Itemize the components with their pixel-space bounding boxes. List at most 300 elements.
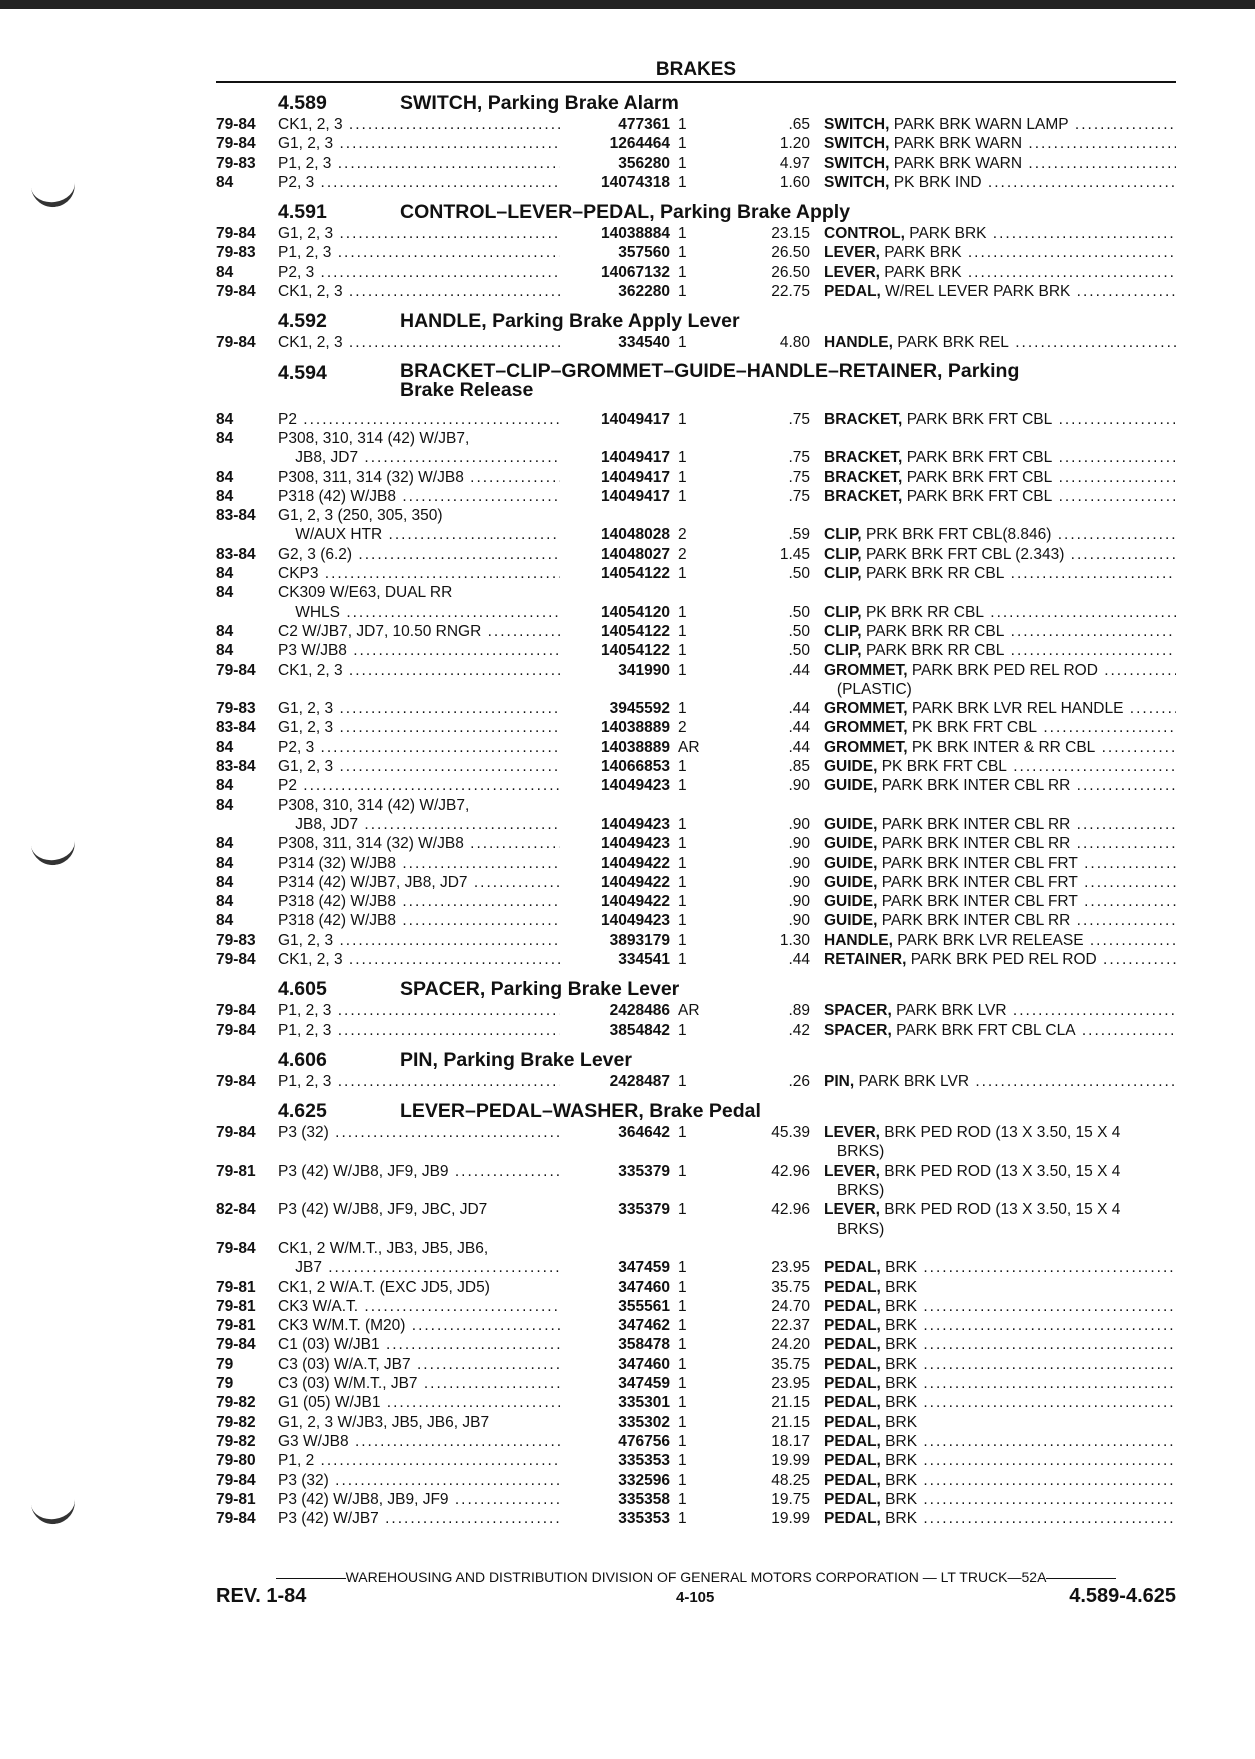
section-title <box>400 1100 1176 1123</box>
model-year: 84 <box>216 854 234 872</box>
model-year: 79-81 <box>216 1278 256 1296</box>
model-code: P318 (42) W/JB8 ..... <box>278 911 560 930</box>
part-description <box>810 545 1176 564</box>
quantity: 1 <box>678 931 687 949</box>
model-code: CK1, 2 W/M.T., JB3, JB5, JB6, <box>278 1239 489 1257</box>
part-detail: PARK BRK LVR ..... <box>858 1073 1176 1090</box>
price: .89 <box>788 1002 810 1020</box>
part-number: 14049423 <box>560 776 670 795</box>
footer-division-text: WAREHOUSING AND DISTRIBUTION DIVISION OF GENERAL MOTORS CORPORATION — LT TRUCK—52A <box>345 1569 1047 1585</box>
part-name: LEVER, <box>824 244 880 262</box>
quantity: 2 <box>678 526 687 544</box>
part-description <box>810 1432 1176 1451</box>
part-number: 14038889 <box>560 738 670 757</box>
price: 1.60 <box>779 173 810 191</box>
model-code: CK309 W/E63, DUAL RR <box>278 584 453 602</box>
quantity: 1 <box>678 603 687 621</box>
part-detail: PARK BRK ..... <box>884 264 1176 281</box>
part-name: PEDAL, <box>824 1490 881 1508</box>
part-number: 332596 <box>560 1471 670 1490</box>
model-year: 79-84 <box>216 661 256 679</box>
part-name: PEDAL, <box>824 1375 881 1393</box>
quantity: 1 <box>678 487 687 505</box>
part-row <box>216 1239 1176 1258</box>
part-description <box>810 1181 1176 1200</box>
part-number: 14049423 <box>560 815 670 834</box>
part-name: PEDAL, <box>824 1432 881 1450</box>
quantity: 1 <box>678 225 687 243</box>
part-description <box>810 738 1176 757</box>
price: 4.97 <box>779 154 810 172</box>
part-row <box>216 263 1176 282</box>
model-year: 79-84 <box>216 116 256 133</box>
part-name: GUIDE, <box>824 758 878 776</box>
part-name: PEDAL, <box>824 1278 881 1296</box>
part-detail: PARK BRK FRT CBL ..... <box>907 469 1176 486</box>
quantity: 1 <box>678 1452 687 1470</box>
part-row <box>216 1142 1176 1161</box>
price: 23.95 <box>771 1375 810 1393</box>
price: .90 <box>788 835 810 853</box>
part-description <box>810 410 1176 429</box>
model-year: 84 <box>216 835 234 853</box>
model-year: 79-81 <box>216 1490 256 1508</box>
quantity: 1 <box>678 244 687 262</box>
quantity: 1 <box>678 893 687 911</box>
part-row <box>216 738 1176 757</box>
part-description <box>810 1220 1176 1239</box>
price: .44 <box>788 661 810 679</box>
section-heading <box>216 358 1176 410</box>
model-year: 79-82 <box>216 1413 256 1431</box>
price: .44 <box>788 700 810 718</box>
part-number: 14048027 <box>560 545 670 564</box>
model-year: 79-84 <box>216 1021 256 1039</box>
part-description <box>810 1142 1176 1161</box>
part-number: 14049422 <box>560 873 670 892</box>
part-name: SWITCH, <box>824 116 890 133</box>
part-name: BRACKET, <box>824 410 903 428</box>
part-name: GUIDE, <box>824 873 878 891</box>
quantity: 1 <box>678 1162 687 1180</box>
quantity: 2 <box>678 545 687 563</box>
quantity: 1 <box>678 1375 687 1393</box>
price: 22.37 <box>771 1317 810 1335</box>
quantity: 1 <box>678 468 687 486</box>
price: 35.75 <box>771 1355 810 1373</box>
part-number: 3893179 <box>560 931 670 950</box>
part-name: CLIP, <box>824 526 862 544</box>
quantity: 1 <box>678 135 687 153</box>
model-code: P3 (42) W/JB7 ..... <box>278 1509 560 1528</box>
price: 19.99 <box>771 1452 810 1470</box>
part-row <box>216 1490 1176 1509</box>
quantity: 1 <box>678 1259 687 1277</box>
part-detail: PK BRK INTER & RR CBL ..... <box>912 739 1176 756</box>
part-number: 14049423 <box>560 911 670 930</box>
model-year: 79-83 <box>216 931 256 949</box>
part-description <box>810 1297 1176 1316</box>
model-year: 83-84 <box>216 719 256 737</box>
part-row <box>216 1471 1176 1490</box>
quantity: 1 <box>678 1317 687 1335</box>
part-number: 347460 <box>560 1278 670 1297</box>
model-code: G1 (05) W/JB1 ..... <box>278 1393 560 1412</box>
part-row <box>216 429 1176 448</box>
part-name: RETAINER, <box>824 950 907 968</box>
price: .50 <box>788 603 810 621</box>
section-title-line: Brake Release <box>400 378 534 401</box>
model-code: G2, 3 (6.2) ..... <box>278 545 560 564</box>
section-title <box>400 201 1176 224</box>
price: 4.80 <box>779 334 810 352</box>
model-year: 79-84 <box>216 1002 256 1020</box>
model-year: 79-84 <box>216 283 256 301</box>
model-code: P1, 2 ..... <box>278 1451 560 1470</box>
price: .59 <box>788 526 810 544</box>
part-description <box>810 243 1176 262</box>
part-name: CONTROL, <box>824 225 905 243</box>
price: .75 <box>788 487 810 505</box>
part-detail: PARK BRK WARN ..... <box>894 155 1176 172</box>
model-year: 79-84 <box>216 1336 256 1354</box>
part-detail: PARK BRK PED REL ROD ..... <box>912 662 1176 679</box>
part-row <box>216 1162 1176 1181</box>
part-number: 14067132 <box>560 263 670 282</box>
part-number: 14049417 <box>560 487 670 506</box>
model-code: WHLS ..... <box>278 603 560 622</box>
model-code: P1, 2, 3 ..... <box>278 1072 560 1091</box>
part-number: 335301 <box>560 1393 670 1412</box>
part-row <box>216 680 1176 699</box>
model-year: 79-81 <box>216 1297 256 1315</box>
quantity: 1 <box>678 449 687 467</box>
part-name: BRACKET, <box>824 449 903 467</box>
footer-division <box>216 1569 1176 1585</box>
quantity: 1 <box>678 1297 687 1315</box>
part-detail: PRK BRK FRT CBL(8.846) ..... <box>866 526 1176 543</box>
part-number: 335379 <box>560 1162 670 1181</box>
part-detail: PARK BRK LVR RELEASE ..... <box>897 932 1176 949</box>
model-year: 84 <box>216 429 234 447</box>
section-number: 4.589 <box>278 92 327 114</box>
part-row <box>216 873 1176 892</box>
part-name: LEVER, <box>824 263 880 281</box>
part-description <box>810 1123 1176 1142</box>
part-row <box>216 1021 1176 1040</box>
price: 19.75 <box>771 1490 810 1508</box>
part-number: 14054122 <box>560 622 670 641</box>
part-number: 14049423 <box>560 834 670 853</box>
quantity: 1 <box>678 1278 687 1296</box>
part-row <box>216 1413 1176 1432</box>
part-row <box>216 718 1176 737</box>
part-detail: BRK ..... <box>885 1510 1176 1527</box>
part-name: GUIDE, <box>824 815 878 833</box>
model-code: CKP3 ..... <box>278 564 560 583</box>
quantity: 1 <box>678 1413 687 1431</box>
part-name: SWITCH, <box>824 173 890 191</box>
part-number: 14054122 <box>560 641 670 660</box>
part-row <box>216 583 1176 602</box>
part-row <box>216 525 1176 544</box>
price: .26 <box>788 1072 810 1090</box>
model-code: JB8, JD7 ..... <box>278 448 560 467</box>
part-name: CLIP, <box>824 565 862 583</box>
page-top-rule <box>0 0 1255 9</box>
part-number: 335302 <box>560 1413 670 1432</box>
part-number: 14038884 <box>560 224 670 243</box>
part-description <box>810 1471 1176 1490</box>
section-number: 4.625 <box>278 1100 327 1123</box>
part-detail: PARK BRK RR CBL ..... <box>866 623 1176 640</box>
part-detail: BRK ..... <box>885 1336 1176 1353</box>
model-year: 79-84 <box>216 1471 256 1489</box>
part-detail: BRK ..... <box>885 1433 1176 1450</box>
part-row <box>216 1297 1176 1316</box>
part-description <box>810 134 1176 153</box>
part-detail: BRK ..... <box>885 1491 1176 1508</box>
quantity: 1 <box>678 410 687 428</box>
model-code: P3 (32) ..... <box>278 1471 560 1490</box>
model-code: CK1, 2, 3 ..... <box>278 333 560 352</box>
model-code: P2 ..... <box>278 410 560 429</box>
model-code: CK1, 2 W/A.T. (EXC JD5, JD5) <box>278 1278 490 1296</box>
part-detail: PARK BRK INTER CBL RR ..... <box>882 912 1176 929</box>
part-description <box>810 1393 1176 1412</box>
model-code: P3 (42) W/JB8, JB9, JF9 ..... <box>278 1490 560 1509</box>
part-row <box>216 892 1176 911</box>
part-name: GUIDE, <box>824 893 878 911</box>
footer-bar <box>216 1585 1176 1613</box>
section-title-line: CONTROL–LEVER–PEDAL, Parking Brake Apply <box>400 201 851 224</box>
model-code: CK1, 2, 3 ..... <box>278 115 560 134</box>
model-code: CK1, 2, 3 ..... <box>278 950 560 969</box>
model-code: JB7 ..... <box>278 1258 560 1277</box>
model-year: 84 <box>216 893 234 911</box>
part-detail: BRK ..... <box>885 1317 1176 1334</box>
model-year: 79-84 <box>216 225 256 243</box>
price: .90 <box>788 873 810 891</box>
part-detail: BRKS) <box>824 1143 885 1161</box>
part-name: GROMMET, <box>824 719 908 737</box>
quantity: 1 <box>678 1432 687 1450</box>
part-detail: PARK BRK RR CBL ..... <box>866 565 1176 582</box>
quantity: 1 <box>678 950 687 968</box>
part-description <box>810 603 1176 622</box>
part-name: SWITCH, <box>824 154 890 172</box>
part-description <box>810 1413 1176 1432</box>
price: .44 <box>788 719 810 737</box>
quantity: 1 <box>678 873 687 891</box>
part-number: 14049417 <box>560 468 670 487</box>
section-title-line: BRACKET–CLIP–GROMMET–GUIDE–HANDLE–RETAINER, Parking <box>400 359 1020 382</box>
model-code: P1, 2, 3 ..... <box>278 1021 560 1040</box>
part-description <box>810 525 1176 544</box>
model-year: 84 <box>216 912 234 930</box>
quantity: 1 <box>678 1072 687 1090</box>
section-number: 4.594 <box>278 361 327 384</box>
part-detail: PK BRK FRT CBL ..... <box>912 719 1176 736</box>
part-description <box>810 263 1176 282</box>
price: .75 <box>788 410 810 428</box>
part-description <box>810 1335 1176 1354</box>
quantity: 1 <box>678 1510 687 1528</box>
price: 21.15 <box>771 1394 810 1412</box>
quantity: 1 <box>678 154 687 172</box>
model-code: P308, 310, 314 (42) W/JB7, <box>278 796 470 814</box>
quantity: AR <box>678 738 700 756</box>
model-year: 84 <box>216 622 234 640</box>
part-detail: BRKS) <box>824 1182 885 1200</box>
quantity: 1 <box>678 758 687 776</box>
price: 1.45 <box>779 545 810 563</box>
section-title <box>400 1049 1176 1072</box>
model-code: P308, 310, 314 (42) W/JB7, <box>278 429 470 447</box>
quantity: 1 <box>678 912 687 930</box>
part-name: PEDAL, <box>824 1259 881 1277</box>
price: .50 <box>788 642 810 660</box>
section-range: 4.589-4.625 <box>1069 1585 1176 1607</box>
part-detail: PARK BRK INTER CBL FRT ..... <box>882 855 1176 872</box>
section-heading <box>216 197 1176 224</box>
model-code: G1, 2, 3 W/JB3, JB5, JB6, JB7 <box>278 1413 490 1431</box>
price: .75 <box>788 468 810 486</box>
section-title <box>400 92 1176 115</box>
footer-rule-left <box>276 1578 346 1579</box>
part-number: 14074318 <box>560 173 670 192</box>
part-description <box>810 1490 1176 1509</box>
part-detail: PARK BRK PED REL ROD ..... <box>911 951 1176 968</box>
part-description <box>810 224 1176 243</box>
price: 1.20 <box>779 135 810 153</box>
model-year: 84 <box>216 584 234 602</box>
part-detail: PARK BRK LVR ..... <box>896 1002 1176 1019</box>
quantity: 1 <box>678 1490 687 1508</box>
model-year: 79-84 <box>216 135 256 153</box>
part-detail: BRK ..... <box>885 1394 1176 1411</box>
quantity: 1 <box>678 1471 687 1489</box>
part-number: 347459 <box>560 1374 670 1393</box>
model-year: 79 <box>216 1355 234 1373</box>
part-row <box>216 931 1176 950</box>
part-row <box>216 854 1176 873</box>
model-code: C1 (03) W/JB1 ..... <box>278 1335 560 1354</box>
part-number: 335353 <box>560 1509 670 1528</box>
price: 45.39 <box>771 1124 810 1142</box>
part-number: 14054122 <box>560 564 670 583</box>
model-code: CK1, 2, 3 ..... <box>278 282 560 301</box>
price: 22.75 <box>771 283 810 301</box>
part-description <box>810 333 1176 352</box>
quantity: 2 <box>678 719 687 737</box>
part-number: 14066853 <box>560 757 670 776</box>
model-year: 84 <box>216 410 234 428</box>
part-description <box>810 834 1176 853</box>
part-detail: PARK BRK FRT CBL (2.343) ..... <box>866 546 1176 563</box>
part-detail: (PLASTIC) <box>824 680 912 698</box>
part-description <box>810 911 1176 930</box>
model-code: P308, 311, 314 (32) W/JB8 ..... <box>278 834 560 853</box>
price: .50 <box>788 622 810 640</box>
part-description <box>810 854 1176 873</box>
model-code: P1, 2, 3 ..... <box>278 243 560 262</box>
quantity: 1 <box>678 642 687 660</box>
part-description <box>810 487 1176 506</box>
part-description <box>810 776 1176 795</box>
model-code: G1, 2, 3 ..... <box>278 134 560 153</box>
part-description <box>810 1258 1176 1277</box>
part-number: 357560 <box>560 243 670 262</box>
part-row <box>216 1316 1176 1335</box>
quantity: 1 <box>678 661 687 679</box>
model-code: P2, 3 ..... <box>278 173 560 192</box>
model-year: 79-84 <box>216 1510 256 1528</box>
part-detail: PARK BRK LVR REL HANDLE ..... <box>912 700 1176 717</box>
model-year: 84 <box>216 796 234 814</box>
model-code: P3 (42) W/JB8, JF9, JB9 ..... <box>278 1162 560 1181</box>
part-description <box>810 115 1176 134</box>
section-heading <box>216 306 1176 333</box>
part-name: SPACER, <box>824 1021 892 1039</box>
part-name: PEDAL, <box>824 1413 881 1431</box>
model-year: 79-84 <box>216 950 256 968</box>
part-row <box>216 154 1176 173</box>
price: .44 <box>788 950 810 968</box>
page-header: BRAKES <box>216 58 1176 83</box>
model-year: 79-81 <box>216 1317 256 1335</box>
part-name: PEDAL, <box>824 1297 881 1315</box>
quantity: 1 <box>678 263 687 281</box>
quantity: 1 <box>678 1336 687 1354</box>
section-title <box>400 978 1176 1001</box>
section-number: 4.591 <box>278 201 327 224</box>
part-row <box>216 243 1176 262</box>
part-name: BRACKET, <box>824 468 903 486</box>
model-code: C3 (03) W/M.T., JB7 ..... <box>278 1374 560 1393</box>
part-name: LEVER, <box>824 1124 880 1142</box>
part-row <box>216 1278 1176 1297</box>
model-year: 84 <box>216 642 234 660</box>
catalog-page <box>216 58 1176 1528</box>
part-number: 3854842 <box>560 1021 670 1040</box>
part-name: PEDAL, <box>824 1510 881 1528</box>
model-year: 84 <box>216 565 234 583</box>
part-row <box>216 1220 1176 1239</box>
parts-sections <box>216 88 1176 1528</box>
part-number: 358478 <box>560 1335 670 1354</box>
part-description <box>810 1374 1176 1393</box>
part-row <box>216 448 1176 467</box>
model-code: G1, 2, 3 ..... <box>278 718 560 737</box>
model-year: 79 <box>216 1375 234 1393</box>
part-description <box>810 680 1176 699</box>
part-row <box>216 564 1176 583</box>
section-number: 4.605 <box>278 978 327 1001</box>
part-detail: BRK ..... <box>885 1356 1176 1373</box>
model-code: P1, 2, 3 ..... <box>278 1001 560 1020</box>
part-description <box>810 622 1176 641</box>
quantity: 1 <box>678 854 687 872</box>
model-code: G3 W/JB8 ..... <box>278 1432 560 1451</box>
section-number: 4.592 <box>278 310 327 333</box>
part-detail: BRK ..... <box>885 1259 1176 1276</box>
quantity: 1 <box>678 700 687 718</box>
part-description <box>810 154 1176 173</box>
part-description <box>810 1001 1176 1020</box>
binder-hole-mark <box>30 1494 77 1527</box>
price: 18.17 <box>771 1432 810 1450</box>
